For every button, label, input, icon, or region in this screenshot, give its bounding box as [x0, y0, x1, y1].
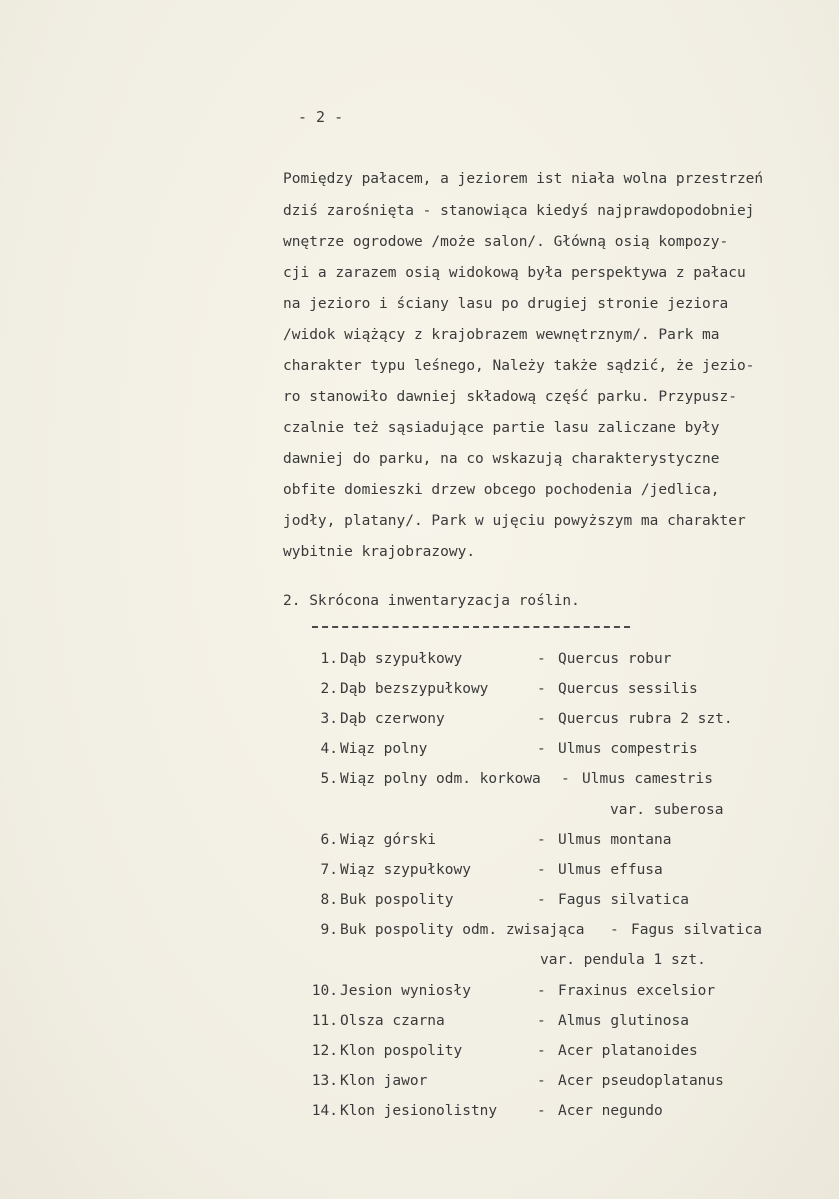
- paragraph-line: obfite domieszki drzew obcego pochodenia /jedlica,: [283, 482, 720, 498]
- item-dash: -: [537, 651, 546, 667]
- item-number: 6.: [320, 832, 338, 848]
- list-item: [0, 1014, 839, 1034]
- item-polish-name: Jesion wyniosły: [340, 983, 471, 999]
- item-dash: -: [537, 832, 546, 848]
- item-polish-name: Dąb bezszypułkowy: [340, 681, 489, 697]
- item-number: 3.: [320, 711, 338, 727]
- item-latin-name: Acer negundo: [558, 1103, 663, 1119]
- item-latin-name: Ulmus compestris: [558, 741, 698, 757]
- paragraph-line: wybitnie krajobrazowy.: [283, 544, 476, 560]
- item-dash: -: [537, 1073, 546, 1089]
- item-continuation: var. suberosa: [610, 802, 724, 818]
- paragraph-line: /widok wiążący z krajobrazem wewnętrznym/. Park ma: [283, 327, 720, 343]
- list-item: [0, 1044, 839, 1064]
- item-dash: -: [537, 1103, 546, 1119]
- item-number: 1.: [320, 651, 338, 667]
- item-polish-name: Dąb czerwony: [340, 711, 445, 727]
- list-item: [0, 1074, 839, 1094]
- item-dash: -: [537, 711, 546, 727]
- item-polish-name: Dąb szypułkowy: [340, 651, 463, 667]
- list-item: [0, 1104, 839, 1124]
- item-dash: -: [610, 922, 619, 938]
- item-latin-name: Quercus sessilis: [558, 681, 698, 697]
- list-item: [0, 893, 839, 913]
- item-polish-name: Klon pospolity: [340, 1043, 463, 1059]
- paragraph-line: jodły, platany/. Park w ujęciu powyższym ma charakter: [283, 513, 746, 529]
- item-polish-name: Buk pospolity odm. zwisająca: [340, 922, 585, 938]
- paragraph-line: Pomiędzy pałacem, a jeziorem ist niała wolna przestrzeń: [283, 171, 764, 187]
- item-number: 10.: [311, 983, 338, 999]
- item-number: 8.: [320, 892, 338, 908]
- paragraph-line: dawniej do parku, na co wskazują charakterystyczne: [283, 451, 720, 467]
- item-polish-name: Buk pospolity: [340, 892, 454, 908]
- item-latin-name: Fagus silvatica: [631, 922, 762, 938]
- item-dash: -: [537, 681, 546, 697]
- item-number: 5.: [320, 771, 338, 787]
- paragraph-line: na jezioro i ściany lasu po drugiej stronie jeziora: [283, 296, 729, 312]
- item-latin-name: Almus glutinosa: [558, 1013, 689, 1029]
- list-item: [0, 863, 839, 883]
- item-number: 14.: [311, 1103, 338, 1119]
- item-polish-name: Klon jawor: [340, 1073, 428, 1089]
- paragraph-line: charakter typu leśnego, Należy także sądzić, że jezio-: [283, 358, 755, 374]
- item-number: 2.: [320, 681, 338, 697]
- item-dash: -: [561, 771, 570, 787]
- item-latin-name: Fagus silvatica: [558, 892, 689, 908]
- list-item: [0, 652, 839, 672]
- item-polish-name: Wiąz szypułkowy: [340, 862, 471, 878]
- item-number: 13.: [311, 1073, 338, 1089]
- item-latin-name: Ulmus montana: [558, 832, 672, 848]
- list-item: [0, 772, 839, 792]
- item-number: 4.: [320, 741, 338, 757]
- item-dash: -: [537, 741, 546, 757]
- item-latin-name: Quercus rubra 2 szt.: [558, 711, 733, 727]
- section-heading: 2. Skrócona inwentaryzacja roślin.: [283, 593, 580, 609]
- item-continuation: var. pendula 1 szt.: [540, 952, 706, 968]
- paragraph-line: dziś zarośnięta - stanowiąca kiedyś najprawdopodobniej: [283, 203, 755, 219]
- paragraph-line: czalnie też sąsiadujące partie lasu zaliczane były: [283, 420, 720, 436]
- item-dash: -: [537, 1043, 546, 1059]
- item-latin-name: Ulmus effusa: [558, 862, 663, 878]
- item-latin-name: Acer platanoides: [558, 1043, 698, 1059]
- paragraph-line: wnętrze ogrodowe /może salon/. Główną osią kompozy-: [283, 234, 729, 250]
- item-number: 7.: [320, 862, 338, 878]
- heading-underline: [312, 626, 630, 628]
- item-latin-name: Acer pseudoplatanus: [558, 1073, 724, 1089]
- list-item: [0, 923, 839, 943]
- item-number: 9.: [320, 922, 338, 938]
- item-polish-name: Wiąz górski: [340, 832, 437, 848]
- item-dash: -: [537, 862, 546, 878]
- paragraph-line: cji a zarazem osią widokową była perspektywa z pałacu: [283, 265, 746, 281]
- item-dash: -: [537, 892, 546, 908]
- item-dash: -: [537, 1013, 546, 1029]
- list-item: [0, 742, 839, 762]
- item-polish-name: Olsza czarna: [340, 1013, 445, 1029]
- list-item: [0, 682, 839, 702]
- item-latin-name: Fraxinus excelsior: [558, 983, 716, 999]
- item-polish-name: Wiąz polny: [340, 741, 428, 757]
- item-latin-name: Ulmus camestris: [582, 771, 713, 787]
- item-number: 12.: [311, 1043, 338, 1059]
- paragraph-line: ro stanowiło dawniej składową część parku. Przypusz-: [283, 389, 737, 405]
- item-number: 11.: [311, 1013, 338, 1029]
- list-item: [0, 833, 839, 853]
- item-dash: -: [537, 983, 546, 999]
- item-polish-name: Klon jesionolistny: [340, 1103, 498, 1119]
- list-item: [0, 712, 839, 732]
- list-item: [0, 984, 839, 1004]
- item-polish-name: Wiąz polny odm. korkowa: [340, 771, 541, 787]
- page-number: - 2 -: [298, 108, 344, 126]
- item-latin-name: Quercus robur: [558, 651, 672, 667]
